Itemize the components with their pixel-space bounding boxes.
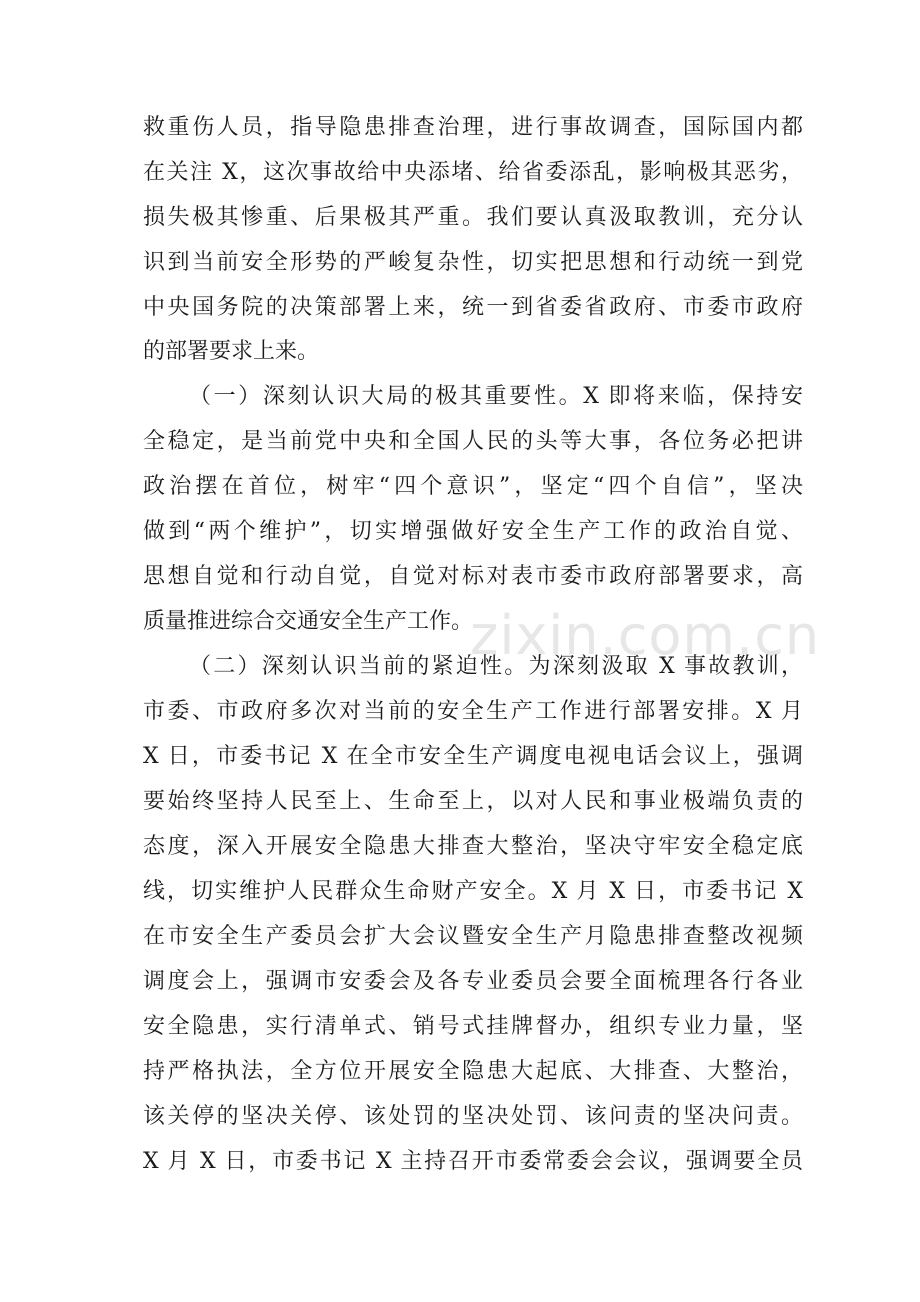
paragraph-heading-2: （二）深刻认识当前的紧迫性。为深刻汲取 X 事故教训， — [189, 654, 803, 679]
text-line: 救重伤人员，指导隐患排查治理，进行事故调查，国际国内都 — [143, 115, 803, 140]
text-line: 的部署要求上来。 — [143, 339, 320, 364]
text-line: 全稳定，是当前党中央和全国人民的头等大事，各位务必把讲 — [143, 429, 803, 454]
text-line: 在关注 X，这次事故给中央添堵、给省委添乱，影响极其恶劣， — [143, 160, 803, 185]
text-line: 质量推进综合交通安全生产工作。 — [143, 609, 474, 634]
text-line: 思想自觉和行动自觉，自觉对标对表市委市政府部署要求，高 — [143, 564, 803, 589]
paragraph-heading-1: （一）深刻认识大局的极其重要性。X 即将来临，保持安 — [189, 384, 803, 409]
text-line: 安全隐患，实行清单式、销号式挂牌督办，组织专业力量，坚 — [143, 1014, 803, 1039]
text-line: 态度，深入开展安全隐患大排查大整治，坚决守牢安全稳定底 — [143, 834, 803, 859]
text-line: 要始终坚持人民至上、生命至上，以对人民和事业极端负责的 — [143, 789, 803, 814]
text-line: 线，切实维护人民群众生命财产安全。X 月 X 日，市委书记 X — [143, 879, 803, 904]
text-line: 该关停的坚决关停、该处罚的坚决处罚、该问责的坚决问责。 — [143, 1104, 803, 1129]
text-line: 识到当前安全形势的严峻复杂性，切实把思想和行动统一到党 — [143, 250, 803, 275]
text-line: 在市安全生产委员会扩大会议暨安全生产月隐患排查整改视频 — [143, 924, 803, 949]
text-line: 政治摆在首位，树牢“四个意识”，坚定“四个自信”，坚决 — [143, 474, 803, 499]
text-line: 中央国务院的决策部署上来，统一到省委省政府、市委市政府 — [143, 295, 803, 320]
text-line: 调度会上，强调市安委会及各专业委员会要全面梳理各行各业 — [143, 969, 803, 994]
text-line: X 日，市委书记 X 在全市安全生产调度电视电话会议上，强调 — [143, 744, 803, 769]
text-line: X 月 X 日，市委书记 X 主持召开市委常委会会议，强调要全员 — [143, 1149, 803, 1174]
text-line: 持严格执法，全方位开展安全隐患大起底、大排查、大整治， — [143, 1059, 803, 1084]
text-line: 损失极其惨重、后果极其严重。我们要认真汲取教训，充分认 — [143, 205, 803, 230]
text-line: 做到“两个维护”，切实增强做好安全生产工作的政治自觉、 — [143, 519, 803, 544]
text-line: 市委、市政府多次对当前的安全生产工作进行部署安排。X 月 — [143, 699, 803, 724]
watermark: zixin.com.cn — [470, 604, 821, 667]
